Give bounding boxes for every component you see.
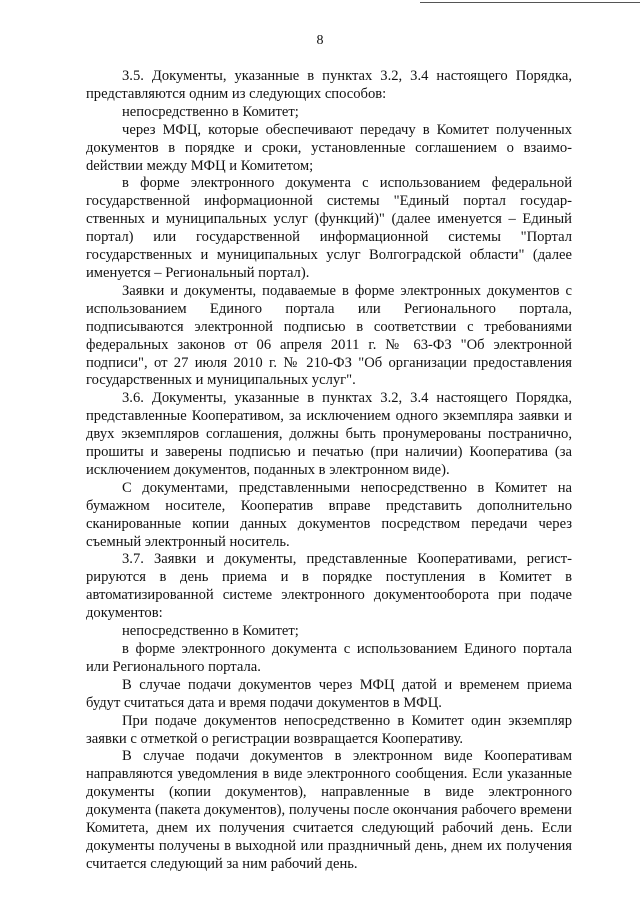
document-body [86, 68, 572, 874]
paragraph-3-6: 3.6. Документы, указанные в пунктах 3.2, 3.4 настоящего Порядка, представленные Кооперативом, за исключением одного экземпляра заявки и двух экземпляров соглашения, должны быть пронумерованы постранично, прошиты и заверены подписью и печатью (при наличии) Кооператива (за исключением документов, поданных в электронном виде). [86, 390, 572, 478]
paragraph-3-7: 3.7. Заявки и документы, представленные Кооперативами, регистрируются в день приема и в порядке поступления в Комитет в автоматизированной системе электронного документооборота при подаче документов: [86, 551, 572, 622]
paragraph-method-mfc: через МФЦ, которые обеспечивают передачу в Комитет полученных документов в порядке и сроки, установленные соглашением о взаимоdействии между МФЦ и Комитетом; [86, 121, 572, 174]
paragraph-electronic-notice: В случае подачи документов в электронном виде Кооперативам направляются уведомления в виде электронного сообщения. Если указанные документы (копии документов), направленные в виде электронного документа (пакета документов), получены после окончания рабочего времени Комитета, днем их получения считается следующий рабочий день. Если документы получены в выходной или праздничный день, днем их получения считается следующий за ним рабочий день. [86, 748, 572, 872]
paragraph-return-copy: При подаче документов непосредственно в Комитет один экземпляр заявки с отметкой о регистрации возвращается Кооперативу. [86, 712, 572, 747]
paragraph-mfc-date: В случае подачи документов через МФЦ датой и временем приема будут считаться дата и время подачи документов в МФЦ. [86, 676, 572, 711]
top-rule [420, 2, 640, 3]
paragraph-electronic-signature: Заявки и документы, подаваемые в форме электронных документов с использованием Единого портала или Регионального портала, подписываются электронной подписью в соответствии с требованиями федеральных законов от 06 апреля 2011 г. № 63-ФЗ "Об электронной подписи", от 27 июля 2010 г. № 210-ФЗ "Об организации предоставления государственных и муниципальных услуг". [86, 282, 572, 389]
paragraph-scanned-copies: С документами, представленными непосредственно в Комитет на бумажном носителе, Кооператив вправе представить дополнительно сканированные копии данных документов посредством передачи через съемный электронный носитель. [86, 479, 572, 550]
paragraph-registration-committee: непосредственно в Комитет; [122, 623, 299, 640]
paragraph-method-committee: непосредственно в Комитет; [122, 103, 299, 120]
paragraph-registration-electronic: в форме электронного документа с использованием Единого портала или Регионального портала. [86, 641, 572, 675]
page-number: 8 [316, 33, 324, 48]
paragraph-3-5: 3.5. Документы, указанные в пунктах 3.2, 3.4 настоящего Порядка, представляются одним из следующих способов: [86, 68, 572, 102]
paragraph-method-electronic: в форме электронного документа с использованием федеральной государственной информационной системы "Единый портал государственных и муниципальных услуг (функций)" (далее именуется – Единый портал) или государственной информационной системы "Портал государственных и муниципальных услуг Волгоградской области" (далее именуется – Региональный портал). [86, 175, 572, 281]
